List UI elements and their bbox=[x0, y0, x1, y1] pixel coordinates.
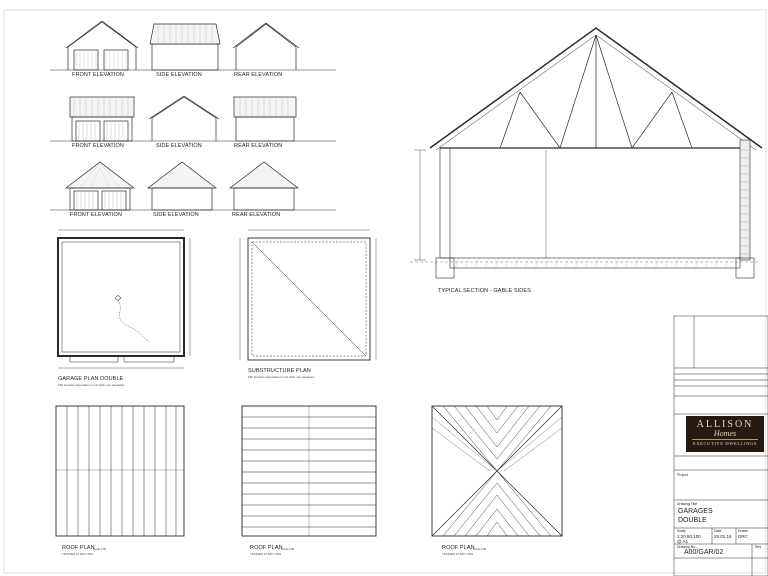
scale-value: 1:20 50,100 bbox=[677, 534, 701, 539]
drawing-no-label: Drawing No bbox=[677, 545, 696, 549]
drawn-value: DRC bbox=[738, 534, 748, 539]
typical-section-drawing bbox=[410, 28, 762, 278]
roof-plan-note: TRUSSES AT 600 CTRS bbox=[62, 552, 93, 556]
rear-elevation-label: REAR ELEVATION bbox=[234, 72, 283, 78]
roof-plan-title: ROOF PLAN bbox=[62, 545, 95, 551]
roof-plan-note: TRUSSES AT 600 CTRS bbox=[442, 552, 473, 556]
roof-plan-title: ROOF PLAN bbox=[250, 545, 283, 551]
front-elevation-3 bbox=[66, 162, 134, 210]
roof-plan-scale: Scale 1:50 bbox=[281, 547, 295, 551]
drawn-label: Drawn bbox=[738, 529, 749, 533]
garage-plan-title: GARAGE PLAN DOUBLE bbox=[58, 376, 124, 382]
company-logo bbox=[686, 416, 764, 452]
rear-elevation-3 bbox=[230, 162, 298, 210]
drawing-title-line-2: DOUBLE bbox=[678, 517, 707, 524]
side-elevation-label: SIDE ELEVATION bbox=[156, 143, 202, 149]
side-elevation-2 bbox=[149, 96, 219, 141]
roof-plan-scale: Scale 1:50 bbox=[93, 547, 107, 551]
drawing-title-label: Drawing Title bbox=[677, 502, 698, 506]
drawing-title-line-1: GARAGES bbox=[678, 508, 713, 515]
drawing-number: A00/GAR/02 bbox=[684, 549, 724, 556]
logo-line-1: ALLISON bbox=[696, 419, 754, 430]
garage-plan-drawing bbox=[58, 230, 190, 368]
front-elevation-label: FRONT ELEVATION bbox=[72, 72, 124, 78]
substructure-plan-note: FFF structure dependant on roof pitch, see elevations bbox=[248, 375, 315, 379]
side-elevation-3 bbox=[148, 162, 216, 210]
rear-elevation-2 bbox=[234, 97, 296, 141]
side-elevation-label: SIDE ELEVATION bbox=[153, 212, 199, 218]
revision-label: Rev bbox=[755, 545, 762, 549]
roof-plan-1-drawing bbox=[56, 406, 184, 536]
roof-plan-scale: Scale 1:50 bbox=[473, 547, 487, 551]
rear-elevation-label: REAR ELEVATION bbox=[234, 143, 283, 149]
substructure-plan-drawing bbox=[240, 230, 376, 360]
roof-plan-title: ROOF PLAN bbox=[442, 545, 475, 551]
scale-label: Scale bbox=[677, 529, 686, 533]
front-elevation-label: FRONT ELEVATION bbox=[70, 212, 122, 218]
rear-elevation-1 bbox=[233, 23, 299, 70]
side-elevation-1 bbox=[150, 24, 220, 70]
date-value: 28.01.16 bbox=[714, 534, 732, 539]
roof-plan-2-drawing bbox=[242, 406, 376, 536]
garage-plan-note: FFF structure dependant on roof pitch, see elevations bbox=[58, 383, 125, 387]
side-elevation-label: SIDE ELEVATION bbox=[156, 72, 202, 78]
roof-plan-3-drawing bbox=[432, 406, 562, 536]
roof-plan-note: TRUSSES AT 600 CTRS bbox=[250, 552, 281, 556]
logo-line-2: Homes bbox=[713, 429, 737, 438]
front-elevation-1 bbox=[66, 21, 138, 70]
rear-elevation-label: REAR ELEVATION bbox=[232, 212, 281, 218]
project-label: Project bbox=[677, 473, 688, 477]
date-label: Date bbox=[714, 529, 722, 533]
section-title: TYPICAL SECTION - GABLE SIDES bbox=[438, 288, 531, 294]
substructure-plan-title: SUBSTRUCTURE PLAN bbox=[248, 368, 311, 374]
sheet-border bbox=[4, 10, 766, 573]
front-elevation-label: FRONT ELEVATION bbox=[72, 143, 124, 149]
scale-sheet: @ A1 bbox=[677, 539, 689, 544]
front-elevation-2 bbox=[70, 97, 134, 141]
logo-line-3: EXECUTIVE DWELLINGS bbox=[692, 441, 757, 446]
